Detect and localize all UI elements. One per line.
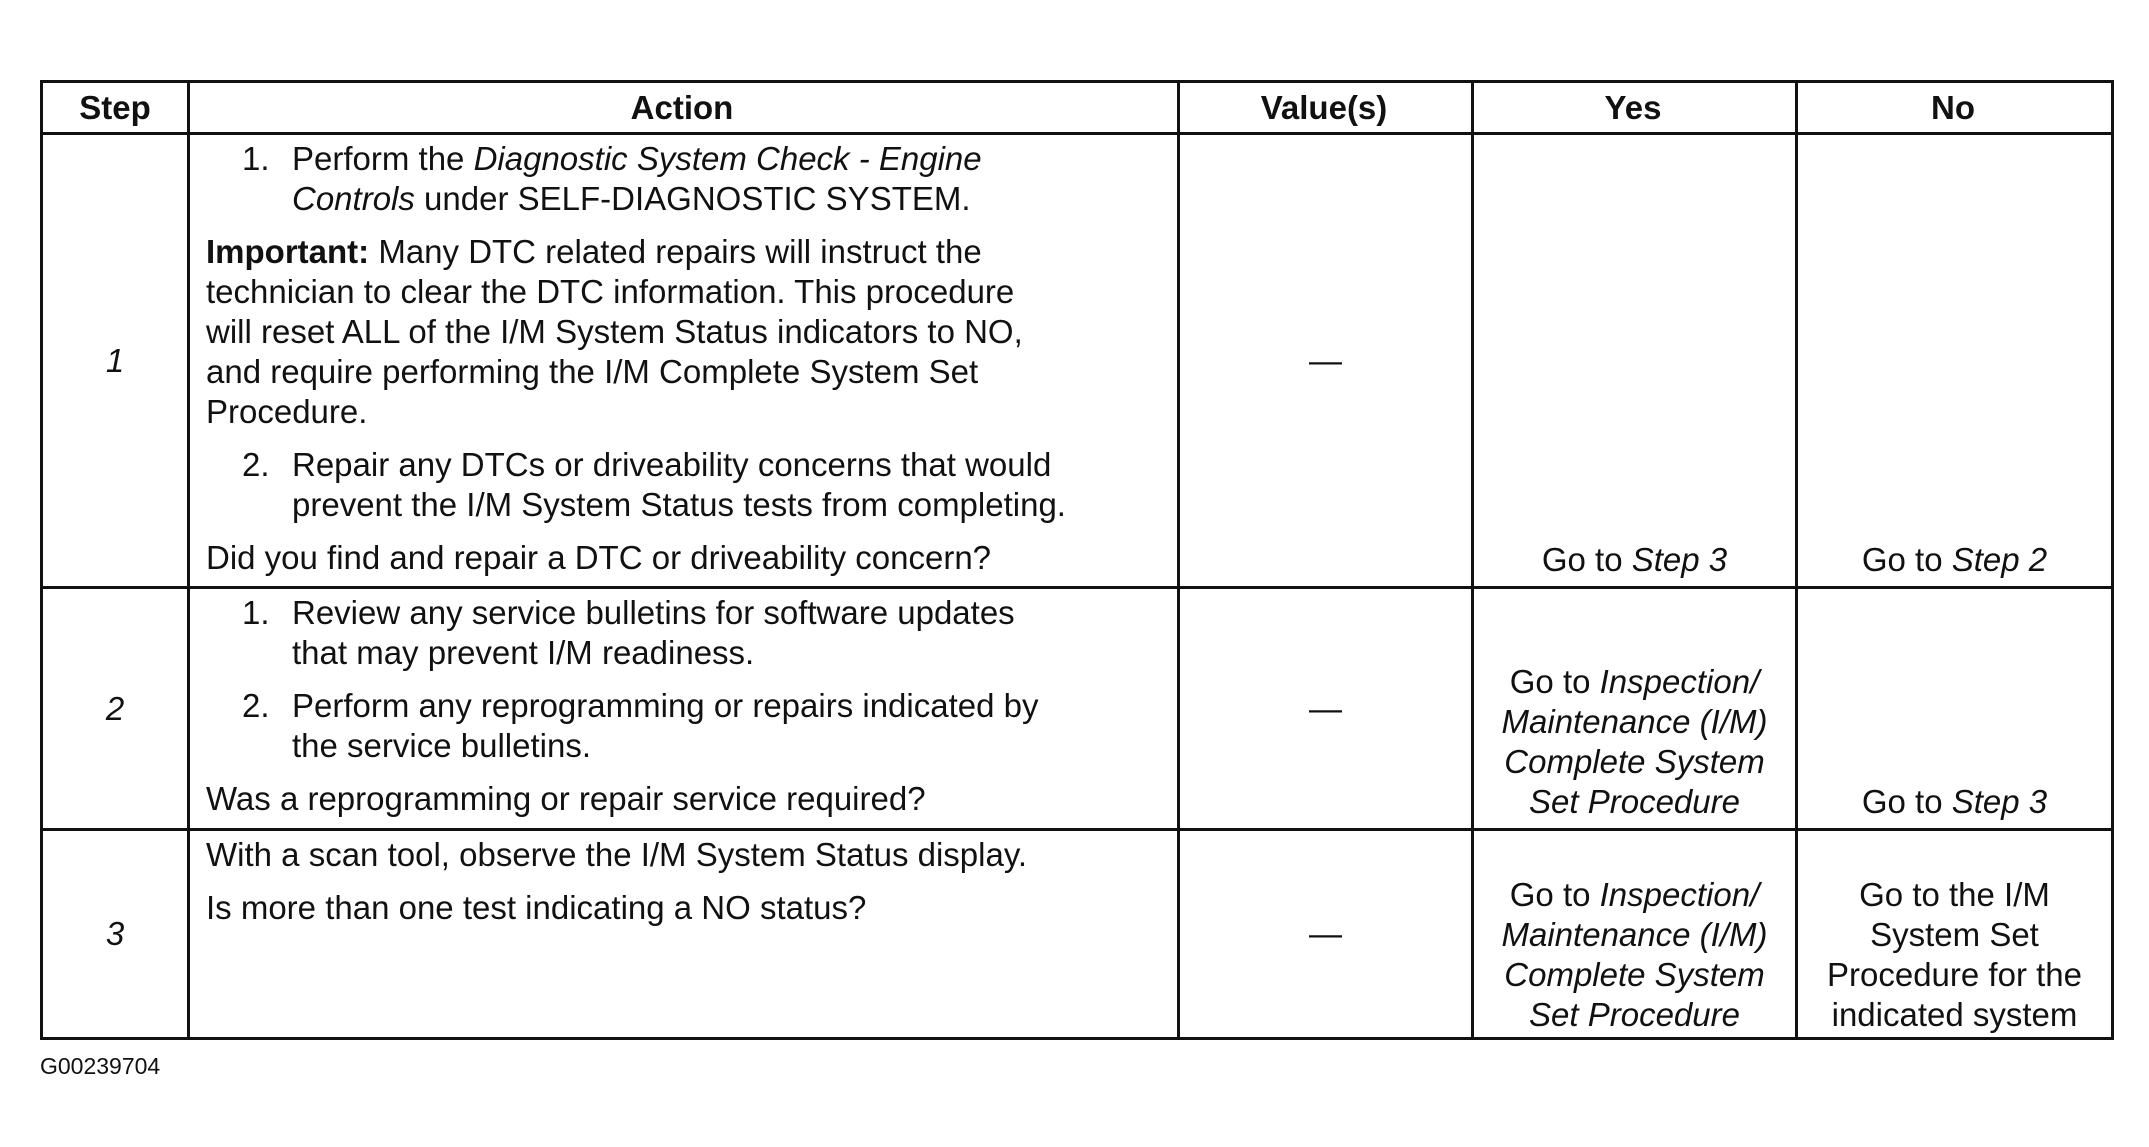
table-row-1-value: — <box>1309 341 1342 379</box>
go-to-step-2-link[interactable]: Go to Step 2 <box>1861 541 2048 578</box>
diagnostic-table <box>40 80 2114 1040</box>
header-no: No <box>1795 83 2111 135</box>
header-step: Step <box>43 83 187 135</box>
go-to-im-complete-procedure-link[interactable]: Go to Inspection/ Maintenance (I/M) Complete System Set Procedure <box>1501 876 1768 1033</box>
list-item: 2. Repair any DTCs or driveability concerns that would prevent the I/M System Status tests from completing. <box>242 446 1066 523</box>
header-values: Value(s) <box>1177 83 1471 135</box>
step-number: 1 <box>105 341 125 379</box>
step-question: Is more than one test indicating a NO status? <box>206 889 867 926</box>
table-row-1-no <box>1798 135 2111 586</box>
step-question: Was a reprogramming or repair service required? <box>206 780 926 817</box>
list-item: 2. Perform any reprogramming or repairs indicated by the service bulletins. <box>242 687 1039 764</box>
go-to-im-complete-procedure-link[interactable]: Go to Inspection/ Maintenance (I/M) Complete System Set Procedure <box>1501 663 1768 820</box>
reference-link: Diagnostic System Check - Engine <box>473 140 982 177</box>
important-note: Important: Many DTC related repairs will instruct the technician to clear the DTC information. This procedure will reset ALL of the I/M System Status indicators to NO, and require performing the I/M Complete System Set Procedure. <box>206 233 1023 430</box>
go-to-step-3-link[interactable]: Go to Step 3 <box>1861 783 2048 820</box>
table-row-1-yes <box>1474 135 1795 586</box>
table-row-3-no <box>1798 831 2111 1037</box>
table-row-3-action <box>190 831 1177 1037</box>
go-to-step-3-link[interactable]: Go to Step 3 <box>1541 541 1728 578</box>
go-to-system-set-procedure-link[interactable]: Go to the I/M System Set Procedure for the indicated system <box>1827 876 2082 1033</box>
figure-code: G00239704 <box>40 1053 161 1079</box>
table-row-3-value: — <box>1309 915 1342 952</box>
table-row-2-step <box>43 589 187 828</box>
table-row-2-value: — <box>1309 689 1342 727</box>
table-row-2-action <box>190 589 1177 828</box>
instruction-text: With a scan tool, observe the I/M System Status display. <box>206 836 1028 873</box>
step-number: 3 <box>105 915 125 952</box>
list-item: 1. Review any service bulletins for software updates that may prevent I/M readiness. <box>242 594 1015 671</box>
header-action: Action <box>187 83 1177 135</box>
step-question: Did you find and repair a DTC or driveability concern? <box>206 539 992 576</box>
table-row-3-step <box>43 831 187 1037</box>
table-row-3-yes <box>1474 831 1795 1037</box>
list-item: 1. Perform the Diagnostic System Check - Engine Controls under SELF-DIAGNOSTIC SYSTEM. <box>242 140 982 217</box>
table-row-2-no <box>1798 589 2111 828</box>
table-row-2-yes <box>1474 589 1795 828</box>
table-row-1-step <box>43 135 187 586</box>
table-row-1-action <box>190 135 1177 586</box>
header-yes: Yes <box>1471 83 1795 135</box>
step-number: 2 <box>105 689 125 727</box>
